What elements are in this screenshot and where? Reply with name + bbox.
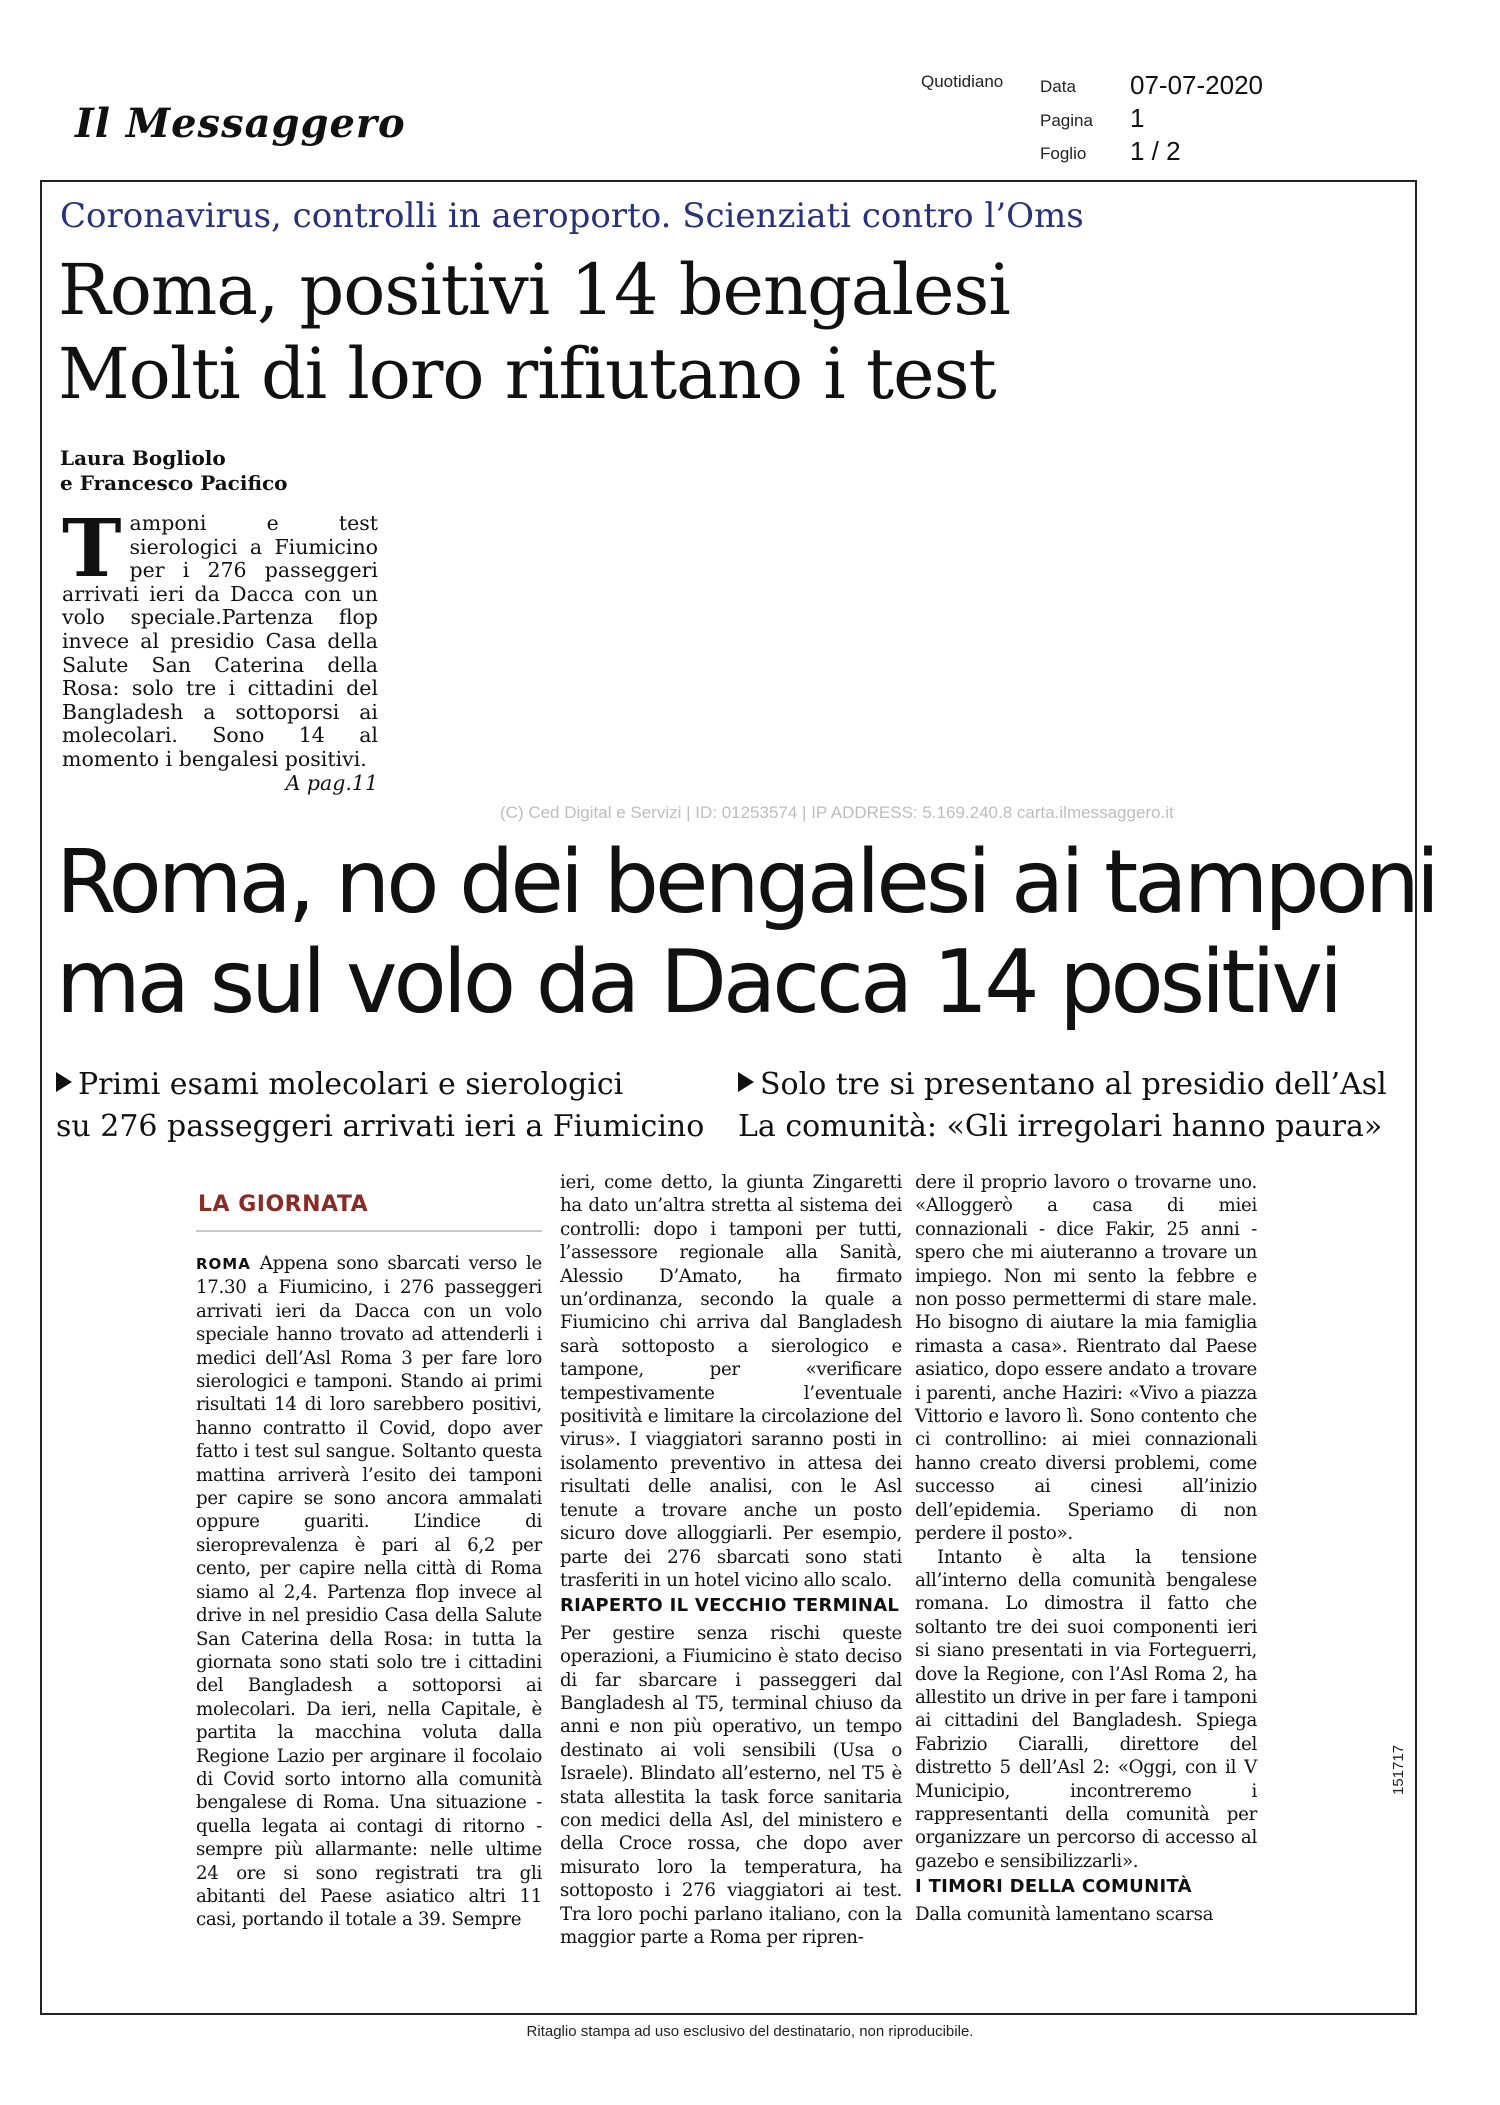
author-line1: Laura Bogliolo <box>60 446 226 470</box>
col3-text1: dere il proprio lavoro o trovarne uno. «Alloggerò a casa di miei connazionali - dice Fakir, 25 anni - spero che mi aiuteranno a trovare un impiego. Non mi sento la febbre e non posso permettermi di stare male. Ho bisogno di aiutare la mia famiglia rimasta a casa». Rientrato dal Paese asiatico, dopo essere andato a trovare i parenti, anche Haziri: «Vivo a piazza Vittorio e lavoro lì. Sono contento che ci controllino: ai miei connazionali hanno creato diversi problemi, come successo ai cinesi all’inizio dell’epidemia. Speriamo di non perdere il posto». <box>915 1172 1257 1545</box>
lead-text: amponi e test sierologici a Fiumicino per i 276 passeggeri arrivati ieri da Dacca con un volo speciale.Partenza flop invece al presidio Casa della Salute San Caterina della Rosa: solo tre i cittadini del Bangladesh a sottoporsi ai molecolari. Sono 14 al momento i bengalesi positivi. <box>62 511 378 771</box>
triangle-bullet-icon <box>56 1072 72 1092</box>
section-label: LA GIORNATA <box>198 1192 369 1217</box>
section-divider <box>196 1230 542 1232</box>
sheet-label: Foglio <box>1040 144 1087 163</box>
front-headline <box>58 248 1010 416</box>
date-value: 07-07-2020 <box>1130 70 1263 100</box>
subheading-left <box>56 1064 704 1148</box>
triangle-bullet-icon <box>738 1072 754 1092</box>
footer-note: Ritaglio stampa ad uso esclusivo del destinatario, non riproducibile. <box>526 2023 974 2040</box>
sub2-line1: Solo tre si presentano al presidio dell’Asl <box>760 1067 1387 1102</box>
sheet-value: 1 / 2 <box>1130 136 1181 166</box>
article-headline-line2: ma sul volo da Dacca 14 positivi <box>56 931 1340 1033</box>
sub2-line2: La comunità: «Gli irregolari hanno paura» <box>738 1109 1383 1144</box>
article-headline-line1: Roma, no dei bengalesi ai tamponi <box>56 831 1437 933</box>
sub1-line1: Primi esami molecolari e sierologici <box>78 1067 624 1102</box>
lead-page-ref: A pag.11 <box>285 770 378 795</box>
article-headline <box>56 832 1436 1032</box>
col2-text1: ieri, come detto, la giunta Zingaretti ha dato un’altra stretta al sistema dei controlli: dopo i tamponi per tutti, l’assessore regionale alla Sanità, Alessio D’Amato, ha firmato un’ordinanza, secondo la quale a Fiumicino chi arriva dal Bangladesh sarà sottoposto a sierologico e tampone, per «verificare tempestivamente l’eventuale positività e limitare la circolazione del virus». I viaggiatori saranno posti in isolamento preventivo in attesa dei risultati delle analisi, con le Asl tenute a trovare anche un posto sicuro dove alloggiarli. Per esempio, parte dei 276 sbarcati sono stati trasferiti in un hotel vicino allo scalo. <box>560 1172 902 1591</box>
col1-text: Appena sono sbarcati verso le 17.30 a Fiumicino, i 276 passeggeri arrivati ieri da Dacca con un volo speciale hanno trovato ad attenderli i medici dell’Asl Roma 3 per fare loro sierologici e tamponi. Stando ai primi risultati 14 di loro sarebbero positivi, hanno contratto il Covid, dopo aver fatto i test sul sangue. Soltanto questa mattina arriverà l’esito dei tamponi per capire se sono ancora ammalati oppure guariti. L’indice di sieroprevalenza è pari al 6,2 per cento, per capire nella città di Roma siamo al 2,4. Partenza flop invece al drive in nel presidio Casa della Salute San Caterina della Rosa: in tutta la giornata sono stati solo tre i cittadini del Bangladesh a sottoporsi ai molecolari. Da ieri, nella Capitale, è partita la macchina voluta dalla Regione Lazio per arginare il focolaio di Covid sorto intorno alla comunità bengalese di Roma. Una situazione - quella legata ai contagi di ritorno - sempre più allarmante: nelle ultime 24 ore si sono registrati tra gli abitanti del Paese asiatico altri 11 casi, portando il totale a 39. Sempre <box>196 1253 542 1931</box>
publication-type: Quotidiano <box>921 72 1004 91</box>
dateline: ROMA <box>196 1255 251 1273</box>
subhead-timori: I TIMORI DELLA COMUNITÀ <box>915 1876 1192 1898</box>
author-line2: e Francesco Pacifico <box>60 471 288 495</box>
front-lead <box>62 501 378 795</box>
article-column-2 <box>560 1171 902 1949</box>
col3-text2: Intanto è alta la tensione all’interno della comunità bengalese romana. Lo dimostra il fatto che soltanto tre dei suoi componenti ieri si siano presentati in via Forteguerri, dove la Regione, con l’Asl Roma 2, ha allestito un drive in per fare i tamponi ai cittadini del Bangladesh. Spiega Fabrizio Ciaralli, direttore del distretto 5 dell’Asl 2: «Oggi, con il V Municipio, incontreremo i rappresentanti della comunità per organizzare un percorso di accesso al gazebo e sensibilizzarli». <box>915 1546 1257 1872</box>
col2-text2: Per gestire senza rischi queste operazioni, a Fiumicino è stato deciso di far sbarcare i passeggeri dal Bangladesh al T5, terminal chiuso da anni e non più operativo, un tempo destinato ai voli sensibili (Usa o Israele). Blindato all’esterno, nel T5 è stata allestita la task force sanitaria con medici della Asl, del ministero e della Croce rossa, che dopo aver misurato loro la temperatura, ha sottoposto i 276 viaggiatori ai test. Tra loro pochi parlano italiano, con la maggior parte a Roma per ripren- <box>560 1622 902 1948</box>
byline <box>60 446 288 496</box>
page-label: Pagina <box>1040 111 1093 130</box>
front-kicker: Coronavirus, controlli in aeroporto. Scienziati contro l’Oms <box>60 196 1084 236</box>
page-value: 1 <box>1130 103 1145 133</box>
article-column-3 <box>915 1171 1257 1926</box>
subhead-terminal: RIAPERTO IL VECCHIO TERMINAL <box>560 1595 900 1617</box>
subheading-right <box>738 1064 1387 1148</box>
col3-text3: Dalla comunità lamentano scarsa <box>915 1903 1214 1925</box>
date-label: Data <box>1040 77 1076 96</box>
front-headline-line1: Roma, positivi 14 bengalesi <box>58 249 1010 331</box>
masthead-logo: Il Messaggero <box>75 100 406 147</box>
sub1-line2: su 276 passeggeri arrivati ieri a Fiumicino <box>56 1109 705 1144</box>
watermark: (C) Ced Digital e Servizi | ID: 01253574 | IP ADDRESS: 5.169.240.8 carta.ilmessaggero.it <box>500 803 1174 822</box>
side-code: 151717 <box>1390 1744 1407 1795</box>
front-headline-line2: Molti di loro rifiutano i test <box>58 333 996 415</box>
article-column-1 <box>196 1252 542 1932</box>
lead-dropcap: T <box>62 501 122 595</box>
